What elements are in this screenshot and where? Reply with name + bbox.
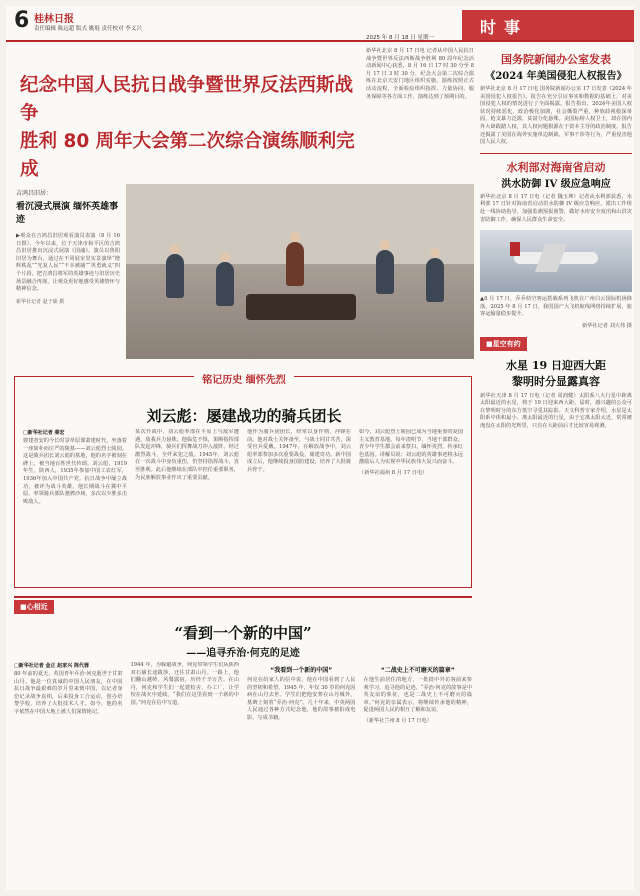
article3-title: 水星 19 日迎西大距	[506, 358, 606, 372]
feature-column: 某次作战中，刘云彪率部在平原上与敌军遭遇，敌我兵力悬殊。他临危不惧，果断指挥部队发起冲锋，骑兵们挥舞战刀冲入敌阵，经过激烈战斗，全歼来犯之敌。1945年，刘云彪在一次战斗中身负重伤，仍坚持指挥战斗，直至胜利。此后他继续在部队中担任重要职务，为民族解放事业作出了重要贡献。	[135, 429, 239, 481]
newspaper-page	[6, 6, 634, 890]
article2-title: 水利部对海南省启动	[506, 160, 606, 174]
photo-figure	[376, 250, 394, 294]
feature-kicker: 铭记历史 缅怀先烈	[15, 371, 473, 386]
news-photo	[126, 184, 474, 359]
article1-subtitle: 《2024 年美国侵犯人权报告》	[485, 71, 627, 82]
article3-text: 新华社天津 8 月 17 日电（记者 周润健）太阳系八大行星中距离太阳最近的水星，将于 19 日迎来西大距。届时，感兴趣的公众可在黎明时分的东方低空寻觅其踪影。天文科普专家介绍，水星是太阳系中体积最小、离太阳最近的行星，由于它离太阳太近，常常被淹没在太阳的光辉里，只有在大距前后才比较容易观测。	[480, 392, 632, 429]
side-credit: 新华社记者 赵子硕 摄	[16, 298, 65, 305]
bottom-subtitle: ——追寻乔治·何克的足迹	[186, 648, 300, 659]
editors-line: 责任编辑 陈远超 版式 姚琨 责任校对 李义兴	[34, 26, 142, 32]
article1-text: 新华社北京 8 月 17 日电 国务院新闻办公室 17 日发表《2024 年美国侵犯人权报告》。报告在充分引证事实和数据的基础上，对美国侵犯人权的情况进行了全面揭露。报告指出，2024年美国人权状况持续恶化，政治极化加剧，社会撕裂严重，种族歧视根深蒂固，枪支暴力泛滥，贫富分化悬殊。美国标榜人权卫士，却在国内外大肆践踏人权，其人权问题根源在于资本主导的政治制度。报告还揭露了美国在海外实施单边制裁、军事干涉等行为，严重侵害他国人民人权。	[480, 86, 632, 146]
headline-line-2: 胜利 80 周年大会第二次综合演练顺利完成	[20, 131, 355, 180]
photo-figure	[426, 258, 444, 302]
paper-name: 桂林日报	[34, 14, 74, 25]
photo-figure	[216, 262, 234, 306]
masthead	[6, 6, 634, 42]
bottom-column: 1944 年，为躲避战争，何克带领学生们从陕西双石铺长途跋涉，迁往甘肃山丹。一路上，他们翻山越岭、风餐露宿，历经千辛万苦。在山丹，何克和学生们一起建校舍、办工厂，让学校在战火中延续。“我们在这里看到一个新的中国。”何克在信中写道。	[130, 662, 239, 706]
photo-figure-head	[430, 248, 440, 258]
bottom-title: “看到一个新的中国”	[174, 624, 312, 642]
photo-figure	[286, 242, 304, 286]
photo-caption: ▲8 月 17 日，乔乔幼空客运搭载系列飞机在广州白云国际机场降落。2025 年 8 月 17 日，我国国产大飞机航线网络持续扩展，旅客运输量稳步提升。	[480, 296, 632, 318]
article3-subtitle: 黎明时分显露真容	[512, 374, 600, 388]
subhead: “我看到一个新的中国”	[270, 667, 333, 674]
bottom-byline: □新华社记者 金正 赵家兴 陈代蓉	[14, 663, 89, 669]
headline-line-1: 纪念中国人民抗日战争暨世界反法西斯战争	[20, 75, 354, 124]
bottom-column: “我看到一个新的中国” 何克在给家人的信中说，他在中国看到了人民的坚韧和希望。1945 年，年仅 30 岁的何克因病在山丹去世。学生们把他安葬在山丹城外，墓碑上刻着“乔治·何克”。几十年来，中英两国人民通过各种方式纪念他，他的故事被拍成电影、写成书籍。	[247, 667, 356, 721]
side-title: 看沉浸式展演 缅怀英雄事迹	[16, 202, 119, 225]
issue-date: 2025 年 8 月 18 日 星期一	[366, 35, 434, 41]
bottom-columns	[14, 662, 472, 884]
bottom-column: “二战史上不可磨灭的篇章” 在他生前居住的地方，一批批中外访客前来参观学习，追寻他的足迹。“乔治·何克的故事是中英友谊的象征，也是二战史上不可磨灭的篇章。”何克的亲属表示，将继续传承他的精神，促进两国人民的相互了解和友谊。 （新华社兰州 8 月 17 日电）	[363, 667, 472, 724]
main-headline	[20, 72, 360, 184]
feature-column: 如今，刘云彪烈士陵园已成为当地重要的爱国主义教育基地。每年清明节，当地干部群众、青少年学生都会前来祭扫，缅怀英烈，传承红色基因。讲解员说：刘云彪的英雄事迹将永远激励后人为实现中华民族伟大复兴而奋斗。 （新华社福州 8 月 17 日电）	[359, 429, 463, 476]
photo-figure	[166, 254, 184, 298]
right-column	[480, 46, 632, 430]
section-label: 时事	[462, 10, 634, 40]
bottom-credit: （新华社兰州 8 月 17 日电）	[363, 717, 432, 724]
side-caption: ▶观众在吉鸿昌旧居观看演员表演（8 月 16 日摄）。今年以来，位于天津市和平区的吉鸿昌旧居推出沉浸式展演《国魂》，演员以鲁阳旧居为舞台，通过在不同展室里实景演绎“增辉秩乱”“光复人民”“不幸被捕”“英勇就义”四个片段，把吉鸿昌将军的英雄事迹与旧居历史场景融合再现，让观众更好地感受英雄情怀与精神信念。	[16, 233, 120, 293]
feature-credit: （新华社福州 8 月 17 日电）	[359, 469, 428, 476]
feature-column: □新华社记者 秦宏 骏建者安的今长时景草原课萧建时代，坐落着一座简朴而庄严的陵墓——刘云彪烈士陵园。这是骑兵团长刘云彪的墓地，他的名字被刻在碑上，被当地百姓世代传颂。刘云彪，1919年生，陕西人，1935年参加中国工农红军，1936年加入中国共产党。抗日战争中屡立战功，被评为战斗英雄。他长期战斗在冀中平原，率领骑兵部队驰骋沙场，多次以少胜多击败敌人。	[23, 430, 127, 505]
feature-byline: □新华社记者 秦宏	[23, 430, 65, 436]
feature-box	[14, 376, 472, 588]
article2-text: 新华社北京 8 月 17 日电（记者 魏玉坤）记者从水利部获悉，水利部 17 日针对海南省启动洪水防御 IV 级应急响应，派出工作组赴一线协助指导，加强监测预报预警，做好水库安全度汛和山洪灾害防御工作，确保人民群众生命安全。	[480, 193, 632, 223]
photo-figure-head	[380, 240, 390, 250]
side-kicker: 吉鸿昌旧居：	[16, 190, 53, 197]
photo-side-story	[16, 188, 120, 305]
photo-figure-head	[220, 252, 230, 262]
airplane-tail	[510, 242, 520, 256]
feature-columns	[23, 429, 463, 584]
article2-subtitle: 洪水防御 IV 级应急响应	[501, 178, 611, 190]
airplane-photo	[480, 230, 632, 292]
lead-article: 新华社北京 8 月 17 日电 记者从中国人民抗日战争暨世界反法西斯战争胜利 80 周年纪念活动新闻中心获悉，8 月 16 日 17 时 30 分至 8 月 17 日 3 时 30 分，纪念大会第二次综合演练在北京天安门地区组织实施。演练按照正式活动流程，全面检验组织指挥、力量协同、服务保障等各方面工作，演练达到了预期目的。	[366, 48, 474, 100]
article1-title: 国务院新闻办公室发表	[501, 53, 611, 66]
page-number: 6	[14, 8, 30, 33]
column-tag: ■心相近	[14, 600, 54, 614]
photo-figure-head	[170, 244, 180, 254]
photo-figure-head	[290, 232, 300, 242]
bottom-feature	[14, 596, 472, 886]
bottom-column: □新华社记者 金正 赵家兴 陈代蓉 80 年前的夏天，英国青年乔治·何克逝世于甘肃山丹。他是一位真诚的中国人民朋友，在中国抗日战争最艰难的岁月里来到中国，以记者身份记录战争真相，后来投身工合运动，创办培黎学校，培养了大批技术人才。如今，他的名字依然在中国大地上被人们深情铭记。	[14, 663, 123, 715]
feature-title: 刘云彪：屡建战功的骑兵团长	[146, 407, 342, 425]
feature-column: 他作为骑兵团团长，经常以身作则，冲锋在前。他对战士关怀备至，与战士同甘共苦，深受官兵爱戴。1947年，在解放战争中，刘云彪率部参加多次重要战役，屡建奇功。新中国成立后，他继续投身国防建设，培养了大批骑兵骨干。	[247, 429, 351, 473]
photo-table	[246, 294, 356, 320]
star-column-tag: ■星空有约	[480, 337, 527, 351]
photo-credit: 新华社记者 刘大伟 摄	[582, 322, 632, 329]
subhead: “二战史上不可磨灭的篇章”	[380, 667, 455, 674]
divider	[480, 153, 632, 154]
